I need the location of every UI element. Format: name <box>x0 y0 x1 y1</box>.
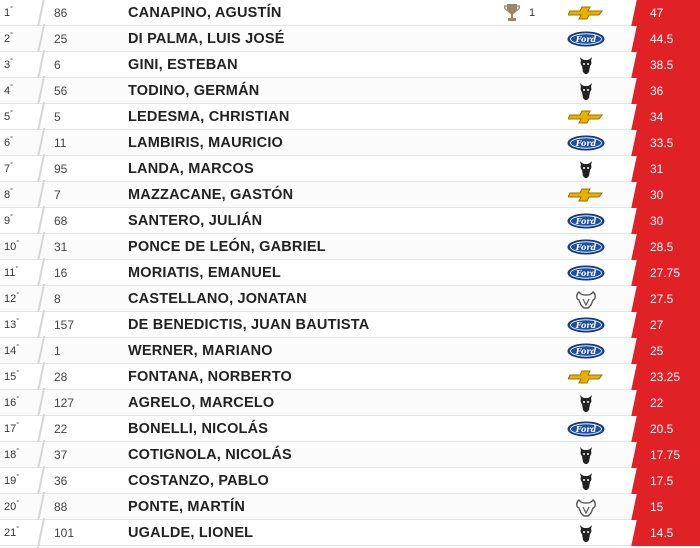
table-row[interactable] <box>0 494 700 520</box>
car-number: 68 <box>54 213 68 228</box>
svg-text:Ford: Ford <box>575 268 597 278</box>
car-number: 31 <box>54 239 68 254</box>
table-row[interactable] <box>0 390 700 416</box>
torino-bull-icon <box>567 160 605 178</box>
position-label: 3° <box>4 57 13 71</box>
table-row[interactable] <box>0 156 700 182</box>
row-divider <box>36 234 46 260</box>
points-value: 20.5 <box>640 416 700 442</box>
row-divider <box>36 208 46 234</box>
torino-bull-icon <box>567 82 605 100</box>
table-row[interactable] <box>0 234 700 260</box>
position-label: 18° <box>4 447 20 461</box>
points-value: 27.5 <box>640 286 700 312</box>
points-value: 14.5 <box>640 520 700 546</box>
driver-name[interactable]: LAMBIRIS, MAURICIO <box>128 134 284 151</box>
driver-name[interactable]: PONCE DE LEÓN, GABRIEL <box>128 238 326 255</box>
svg-text:Ford: Ford <box>575 424 597 434</box>
row-divider <box>36 26 46 52</box>
points-value: 33.5 <box>640 130 700 156</box>
row-divider <box>36 338 46 364</box>
car-number: 36 <box>54 473 68 488</box>
torino-bull-icon <box>567 524 605 542</box>
row-divider <box>36 468 46 494</box>
row-divider <box>36 286 46 312</box>
driver-name[interactable]: MAZZACANE, GASTÓN <box>128 186 294 203</box>
car-number: 86 <box>54 5 68 20</box>
driver-name[interactable]: BONELLI, NICOLÁS <box>128 420 269 437</box>
position-label: 2° <box>4 31 13 45</box>
points-value: 28.5 <box>640 234 700 260</box>
car-number: 11 <box>54 135 67 150</box>
points-value: 23.25 <box>640 364 700 390</box>
table-row[interactable] <box>0 520 700 546</box>
position-label: 16° <box>4 395 20 409</box>
table-row[interactable] <box>0 260 700 286</box>
position-label: 10° <box>4 239 20 253</box>
points-value: 22 <box>640 390 700 416</box>
row-divider <box>36 442 46 468</box>
points-value: 27.75 <box>640 260 700 286</box>
table-row[interactable] <box>0 182 700 208</box>
svg-text:Ford: Ford <box>575 216 597 226</box>
row-divider <box>36 416 46 442</box>
position-label: 7° <box>4 161 13 175</box>
ford-icon <box>567 30 605 48</box>
points-value: 25 <box>640 338 700 364</box>
row-divider <box>36 520 46 546</box>
position-label: 13° <box>4 317 20 331</box>
svg-text:Ford: Ford <box>575 138 597 148</box>
row-divider <box>36 312 46 338</box>
driver-name[interactable]: CANAPINO, AGUSTÍN <box>128 4 282 21</box>
car-number: 157 <box>54 317 75 332</box>
points-value: 47 <box>640 0 700 26</box>
position-label: 6° <box>4 135 13 149</box>
car-number: 22 <box>54 421 68 436</box>
row-divider <box>36 364 46 390</box>
position-label: 20° <box>4 499 20 513</box>
position-label: 14° <box>4 343 20 357</box>
row-divider <box>36 104 46 130</box>
position-label: 15° <box>4 369 20 383</box>
wins-count: 1 <box>529 7 536 19</box>
table-row[interactable] <box>0 0 700 26</box>
car-number: 88 <box>54 499 68 514</box>
driver-name[interactable]: PONTE, MARTÍN <box>128 498 245 515</box>
table-row[interactable] <box>0 416 700 442</box>
driver-name[interactable]: LEDESMA, CHRISTIAN <box>128 108 290 125</box>
ford-icon <box>567 342 605 360</box>
table-row[interactable] <box>0 468 700 494</box>
row-divider <box>36 260 46 286</box>
car-number: 101 <box>54 525 75 540</box>
driver-name[interactable]: LANDA, MARCOS <box>128 160 254 177</box>
table-row[interactable] <box>0 208 700 234</box>
ford-icon <box>567 420 605 438</box>
points-value: 15 <box>640 494 700 520</box>
driver-name[interactable]: SANTERO, JULIÁN <box>128 212 263 229</box>
svg-text:Ford: Ford <box>575 320 597 330</box>
svg-text:Ford: Ford <box>575 34 597 44</box>
points-value: 36 <box>640 78 700 104</box>
position-label: 21° <box>4 525 20 539</box>
table-row[interactable] <box>0 104 700 130</box>
points-value: 34 <box>640 104 700 130</box>
driver-name[interactable]: TODINO, GERMÁN <box>128 82 260 99</box>
row-divider <box>36 78 46 104</box>
points-value: 17.75 <box>640 442 700 468</box>
table-row[interactable] <box>0 312 700 338</box>
position-label: 8° <box>4 187 13 201</box>
row-divider <box>36 52 46 78</box>
ford-icon <box>567 134 605 152</box>
position-label: 4° <box>4 83 13 97</box>
chevrolet-icon <box>567 108 605 126</box>
position-label: 12° <box>4 291 20 305</box>
table-row[interactable] <box>0 52 700 78</box>
points-value: 38.5 <box>640 52 700 78</box>
torino-bull-icon <box>567 394 605 412</box>
points-value: 44.5 <box>640 26 700 52</box>
chevrolet-icon <box>567 186 605 204</box>
table-row[interactable] <box>0 130 700 156</box>
row-divider <box>36 130 46 156</box>
ford-icon <box>567 316 605 334</box>
ford-icon <box>567 212 605 230</box>
car-number: 8 <box>54 291 61 306</box>
row-divider <box>36 156 46 182</box>
car-number: 28 <box>54 369 68 384</box>
svg-text:Ford: Ford <box>575 242 597 252</box>
points-value: 30 <box>640 182 700 208</box>
driver-name[interactable]: FONTANA, NORBERTO <box>128 368 292 385</box>
row-divider <box>36 182 46 208</box>
driver-name[interactable]: COTIGNOLA, NICOLÁS <box>128 446 292 463</box>
position-label: 5° <box>4 109 13 123</box>
points-value: 31 <box>640 156 700 182</box>
row-divider <box>36 390 46 416</box>
chevrolet-icon <box>567 368 605 386</box>
table-row[interactable] <box>0 78 700 104</box>
position-label: 17° <box>4 421 20 435</box>
car-number: 7 <box>54 187 61 202</box>
driver-name[interactable]: WERNER, MARIANO <box>128 342 273 359</box>
row-divider <box>36 494 46 520</box>
table-row[interactable] <box>0 26 700 52</box>
chevrolet-icon <box>567 4 605 22</box>
points-value: 30 <box>640 208 700 234</box>
car-number: 37 <box>54 447 68 462</box>
car-number: 95 <box>54 161 68 176</box>
trophy-icon <box>504 3 520 23</box>
table-row[interactable] <box>0 338 700 364</box>
torino-bull-icon <box>567 56 605 74</box>
car-number: 6 <box>54 57 61 72</box>
car-number: 25 <box>54 31 68 46</box>
driver-name[interactable]: COSTANZO, PABLO <box>128 472 270 489</box>
position-label: 19° <box>4 473 20 487</box>
driver-name[interactable]: UGALDE, LIONEL <box>128 524 254 541</box>
torino-bull-icon <box>567 446 605 464</box>
ford-icon <box>567 264 605 282</box>
points-value: 27 <box>640 312 700 338</box>
points-value: 17.5 <box>640 468 700 494</box>
car-number: 56 <box>54 83 68 98</box>
svg-text:Ford: Ford <box>575 346 597 356</box>
car-number: 5 <box>54 109 61 124</box>
row-divider <box>36 0 46 26</box>
driver-name[interactable]: DI PALMA, LUIS JOSÉ <box>128 30 285 47</box>
torino-bull-icon <box>567 472 605 490</box>
position-label: 9° <box>4 213 13 227</box>
driver-name[interactable]: GINI, ESTEBAN <box>128 56 238 73</box>
car-number: 16 <box>54 265 68 280</box>
driver-name[interactable]: CASTELLANO, JONATAN <box>128 290 307 307</box>
driver-name[interactable]: MORIATIS, EMANUEL <box>128 264 281 281</box>
table-row[interactable] <box>0 442 700 468</box>
table-row[interactable] <box>0 364 700 390</box>
dodge-ram-icon <box>567 290 605 308</box>
table-row[interactable] <box>0 286 700 312</box>
driver-name[interactable]: DE BENEDICTIS, JUAN BAUTISTA <box>128 316 370 333</box>
dodge-ram-icon <box>567 498 605 516</box>
car-number: 127 <box>54 395 75 410</box>
driver-name[interactable]: AGRELO, MARCELO <box>128 394 275 411</box>
car-number: 1 <box>54 343 61 358</box>
position-label: 1° <box>4 5 13 19</box>
position-label: 11° <box>4 265 19 279</box>
ford-icon <box>567 238 605 256</box>
